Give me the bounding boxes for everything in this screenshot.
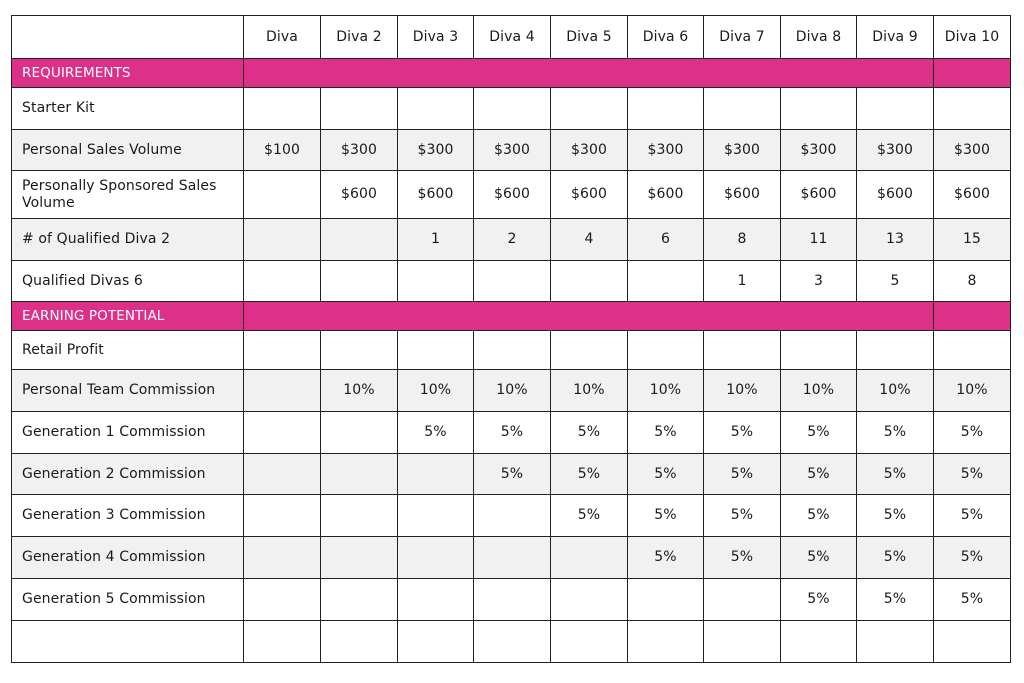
table-cell [551,537,628,579]
table-cell: $600 [398,171,474,219]
table-cell [551,579,628,621]
section-header-row [12,59,1011,88]
table-cell: 5% [857,579,934,621]
table-cell [781,331,857,370]
section-band [244,302,934,331]
table-cell: 5% [474,412,551,454]
table-cell [398,495,474,537]
header-row [12,16,1011,59]
table-cell: $600 [781,171,857,219]
table-cell: 1 [704,261,781,302]
table-cell [628,331,704,370]
table-cell [321,261,398,302]
table-cell: 5% [857,537,934,579]
column-header: Diva 8 [781,16,857,59]
table-cell [321,495,398,537]
table-cell [321,579,398,621]
table-cell [857,331,934,370]
table-cell: 5% [857,454,934,495]
table-cell: 6 [628,219,704,261]
table-cell [551,331,628,370]
table-cell: 5% [781,454,857,495]
row-label: Starter Kit [12,88,244,130]
table-cell [321,219,398,261]
table-cell [934,621,1011,663]
row-label: Qualified Divas 6 [12,261,244,302]
table-cell: 13 [857,219,934,261]
table-cell [704,579,781,621]
table-cell [628,88,704,130]
table-cell [934,88,1011,130]
table-cell: 5% [704,495,781,537]
header-corner-cell [12,16,244,59]
column-header: Diva 6 [628,16,704,59]
table-body [12,16,1011,663]
table-cell [704,331,781,370]
row-label: Personal Team Commission [12,370,244,412]
table-cell: $300 [551,130,628,171]
table-cell: 5% [628,412,704,454]
column-header: Diva 10 [934,16,1011,59]
table-cell: 10% [628,370,704,412]
table-cell [474,537,551,579]
row-label: Generation 5 Commission [12,579,244,621]
table-cell [398,88,474,130]
column-header: Diva 7 [704,16,781,59]
row-label: Generation 3 Commission [12,495,244,537]
table-cell: $300 [398,130,474,171]
table-row [12,495,1011,537]
table-row [12,412,1011,454]
table-cell [321,331,398,370]
row-label: Retail Profit [12,331,244,370]
table-cell: 5 [857,261,934,302]
table-cell [781,88,857,130]
table-cell [857,621,934,663]
table-row [12,370,1011,412]
table-cell: 10% [857,370,934,412]
table-cell: 5% [704,454,781,495]
table-cell: 15 [934,219,1011,261]
table-cell: $300 [474,130,551,171]
table-cell: 5% [474,454,551,495]
table-cell [398,261,474,302]
table-cell [398,537,474,579]
column-header: Diva 4 [474,16,551,59]
table-cell: $300 [781,130,857,171]
table-cell [244,621,321,663]
table-cell: $600 [857,171,934,219]
table-cell: 5% [704,537,781,579]
table-cell: 5% [704,412,781,454]
table-row [12,219,1011,261]
table-cell: 3 [781,261,857,302]
table-cell: 5% [781,495,857,537]
table-cell: 5% [934,454,1011,495]
table-row [12,537,1011,579]
table-cell [704,621,781,663]
row-label: Generation 1 Commission [12,412,244,454]
table-cell [398,454,474,495]
section-band-end [934,302,1011,331]
table-cell: 5% [781,537,857,579]
table-row [12,621,1011,663]
row-label [12,621,244,663]
table-cell [244,454,321,495]
table-cell [704,88,781,130]
table-cell: 5% [781,412,857,454]
section-header-row [12,302,1011,331]
table-cell: $600 [321,171,398,219]
section-title: EARNING POTENTIAL [12,302,244,331]
table-cell [244,579,321,621]
table-cell: 5% [551,412,628,454]
table-cell: 5% [934,579,1011,621]
table-cell [398,621,474,663]
table-cell: 1 [398,219,474,261]
table-cell [321,454,398,495]
table-cell [244,412,321,454]
table-cell: 5% [934,412,1011,454]
table-cell: $600 [704,171,781,219]
table-cell: $300 [704,130,781,171]
row-label: Generation 4 Commission [12,537,244,579]
row-label: # of Qualified Diva 2 [12,219,244,261]
table-cell [551,261,628,302]
table-cell: 2 [474,219,551,261]
table-cell: 10% [781,370,857,412]
table-cell [244,495,321,537]
table-cell: 8 [934,261,1011,302]
table-cell: 5% [628,537,704,579]
table-cell [551,621,628,663]
table-cell: 8 [704,219,781,261]
table-row [12,454,1011,495]
table-cell: 5% [398,412,474,454]
table-cell: 10% [704,370,781,412]
table-cell: 11 [781,219,857,261]
table-cell [244,537,321,579]
table-cell: $300 [628,130,704,171]
table-cell [934,331,1011,370]
section-title: REQUIREMENTS [12,59,244,88]
table-cell: 5% [934,537,1011,579]
table-cell: 10% [934,370,1011,412]
table-cell [474,261,551,302]
table-cell [398,331,474,370]
table-cell: 5% [934,495,1011,537]
row-label: Personally Sponsored Sales Volume [12,171,244,219]
table-cell [474,495,551,537]
table-cell [321,537,398,579]
column-header: Diva 2 [321,16,398,59]
table-cell: 5% [781,579,857,621]
table-cell: $300 [857,130,934,171]
section-band-end [934,59,1011,88]
table-cell: 10% [551,370,628,412]
column-header: Diva 9 [857,16,934,59]
table-cell [628,621,704,663]
table-cell [781,621,857,663]
table-cell: $600 [628,171,704,219]
table-cell: $100 [244,130,321,171]
table-cell [474,331,551,370]
table-row [12,130,1011,171]
table-cell [857,88,934,130]
table-cell: 5% [551,454,628,495]
table-cell: 4 [551,219,628,261]
table-cell: 10% [474,370,551,412]
table-cell [321,88,398,130]
table-cell [321,412,398,454]
table-cell: 10% [321,370,398,412]
table-cell [244,171,321,219]
table-cell [628,579,704,621]
table-row [12,579,1011,621]
table-cell: 5% [628,454,704,495]
table-cell: 5% [551,495,628,537]
table-row [12,88,1011,130]
table-cell: $600 [474,171,551,219]
section-band [244,59,934,88]
table-cell [551,88,628,130]
table-cell [474,579,551,621]
row-label: Personal Sales Volume [12,130,244,171]
table-cell [244,219,321,261]
column-header: Diva 5 [551,16,628,59]
column-header: Diva [244,16,321,59]
table-cell: 5% [628,495,704,537]
row-label: Generation 2 Commission [12,454,244,495]
table-cell: 5% [857,495,934,537]
table-cell [321,621,398,663]
table-row [12,261,1011,302]
table-cell [244,331,321,370]
table-cell: $300 [321,130,398,171]
table-cell [628,261,704,302]
table-cell [398,579,474,621]
table-cell: 5% [857,412,934,454]
table-cell [244,261,321,302]
table-cell: $600 [551,171,628,219]
table-row [12,331,1011,370]
table-cell [474,621,551,663]
table-cell [244,88,321,130]
table-cell [474,88,551,130]
column-header: Diva 3 [398,16,474,59]
table-cell: $300 [934,130,1011,171]
table-row [12,171,1011,219]
diva-ranks-table [11,15,1011,663]
table-cell: $600 [934,171,1011,219]
table-cell: 10% [398,370,474,412]
table-cell [244,370,321,412]
